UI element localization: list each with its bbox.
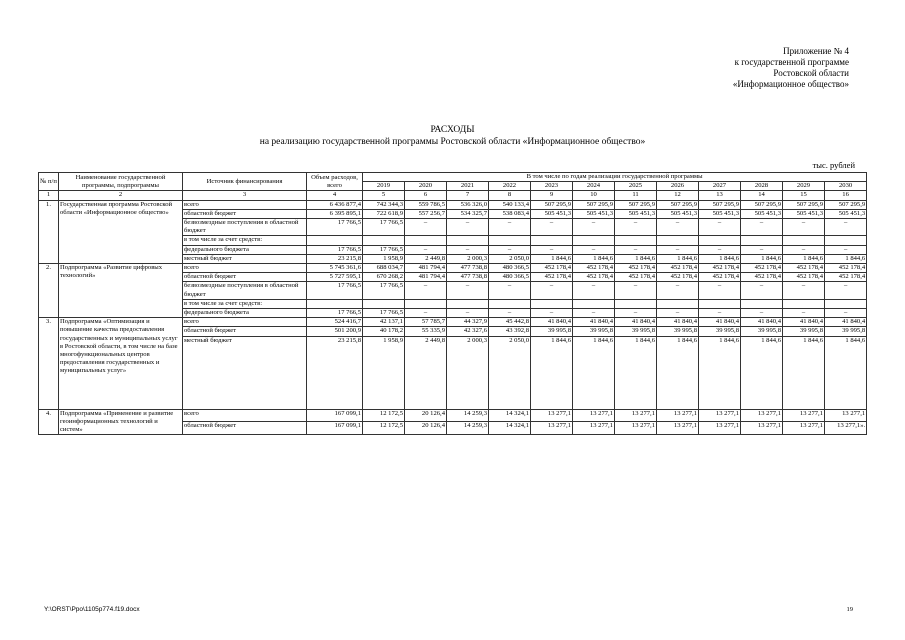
year-value: 481 794,4 xyxy=(405,264,447,273)
year-value: 41 840,4 xyxy=(825,318,867,327)
year-value: 41 840,4 xyxy=(615,318,657,327)
year-value: 452 178,4 xyxy=(783,264,825,273)
funding-source: областной бюджет xyxy=(183,327,307,336)
funding-source: безвозмездные поступления в областной бюджет xyxy=(183,219,307,236)
year-value: 39 995,8 xyxy=(531,327,573,336)
column-number: 15 xyxy=(783,191,825,200)
header-year: 2026 xyxy=(657,182,699,191)
year-value: 14 324,1 xyxy=(489,409,531,422)
total-volume: 17 766,5 xyxy=(307,219,363,236)
year-value: – xyxy=(531,309,573,318)
year-value: 452 178,4 xyxy=(531,273,573,282)
year-value: 39 995,8 xyxy=(825,327,867,336)
year-value: 452 178,4 xyxy=(531,264,573,273)
year-value: 1 844,6 xyxy=(573,254,615,263)
year-value: 1 844,6 xyxy=(531,254,573,263)
year-value: – xyxy=(447,245,489,254)
year-value: 45 442,8 xyxy=(489,318,531,327)
header-year: 2028 xyxy=(741,182,783,191)
header-year: 2023 xyxy=(531,182,573,191)
total-volume: 524 416,7 xyxy=(307,318,363,327)
table-row xyxy=(39,409,867,422)
header-years-caption: В том числе по годам реализации государственной программы xyxy=(363,173,867,182)
year-value: 12 172,5 xyxy=(363,409,405,422)
year-value: 1 958,9 xyxy=(363,254,405,263)
total-volume xyxy=(307,236,363,245)
year-value xyxy=(657,236,699,245)
total-volume: 23 215,8 xyxy=(307,336,363,409)
year-value: 20 126,4 xyxy=(405,422,447,435)
year-value: 13 277,1 xyxy=(657,409,699,422)
year-value: 536 326,0 xyxy=(447,200,489,209)
appendix-line-4: «Информационное общество» xyxy=(732,79,849,89)
year-value: 452 178,4 xyxy=(699,273,741,282)
year-value xyxy=(741,299,783,308)
year-value: 452 178,4 xyxy=(783,273,825,282)
header-column-numbers xyxy=(39,191,867,200)
year-value: 2 449,8 xyxy=(405,336,447,409)
header-year: 2020 xyxy=(405,182,447,191)
total-volume: 6 395 895,1 xyxy=(307,209,363,218)
year-value: 559 786,5 xyxy=(405,200,447,209)
year-value xyxy=(657,299,699,308)
year-value: 13 277,1 xyxy=(573,409,615,422)
year-value: – xyxy=(699,282,741,299)
year-value: 2 000,3 xyxy=(447,336,489,409)
year-value: 505 451,3 xyxy=(573,209,615,218)
year-value: 1 844,6 xyxy=(825,336,867,409)
year-value xyxy=(783,299,825,308)
column-number: 8 xyxy=(489,191,531,200)
program-name: Подпрограмма «Применение и развитие геоинформационных технологий и систем» xyxy=(59,409,183,435)
funding-source: всего xyxy=(183,409,307,422)
year-value: 507 295,9 xyxy=(699,200,741,209)
year-value: – xyxy=(405,309,447,318)
column-number: 5 xyxy=(363,191,405,200)
year-value: 477 738,8 xyxy=(447,264,489,273)
header-year: 2022 xyxy=(489,182,531,191)
title-main: РАСХОДЫ xyxy=(430,125,475,135)
year-value: 13 277,1 xyxy=(531,422,573,435)
year-value: 507 295,9 xyxy=(615,200,657,209)
year-value: – xyxy=(489,245,531,254)
table-row xyxy=(39,200,867,209)
year-value: 2 000,3 xyxy=(447,254,489,263)
year-value: 14 259,3 xyxy=(447,409,489,422)
total-volume: 17 766,5 xyxy=(307,282,363,299)
row-number: 3. xyxy=(39,318,59,409)
year-value: – xyxy=(657,245,699,254)
year-value xyxy=(783,236,825,245)
total-volume: 167 099,1 xyxy=(307,422,363,435)
funding-source: в том числе за счет средств: xyxy=(183,236,307,245)
table-body xyxy=(39,200,867,435)
year-value: – xyxy=(573,245,615,254)
year-value xyxy=(363,299,405,308)
total-volume: 6 436 877,4 xyxy=(307,200,363,209)
appendix-line-2: к государственной программе xyxy=(734,57,849,67)
program-name: Подпрограмма «Развитие цифровых технологий» xyxy=(59,264,183,318)
year-value: 452 178,4 xyxy=(615,264,657,273)
year-value: 13 277,1 xyxy=(825,409,867,422)
year-value: 452 178,4 xyxy=(573,273,615,282)
year-value: – xyxy=(657,219,699,236)
year-value: – xyxy=(615,282,657,299)
year-value: – xyxy=(531,245,573,254)
row-number: 4. xyxy=(39,409,59,435)
funding-source: областной бюджет xyxy=(183,422,307,435)
footer-page-number: 19 xyxy=(846,606,853,613)
year-value: 505 451,3 xyxy=(783,209,825,218)
year-value: 42 137,1 xyxy=(363,318,405,327)
column-number: 9 xyxy=(531,191,573,200)
year-value: 452 178,4 xyxy=(657,273,699,282)
year-value: – xyxy=(447,219,489,236)
header-year: 2029 xyxy=(783,182,825,191)
column-number: 10 xyxy=(573,191,615,200)
year-value: 12 172,5 xyxy=(363,422,405,435)
year-value: – xyxy=(699,219,741,236)
year-value: 44 327,9 xyxy=(447,318,489,327)
expenses-table xyxy=(38,172,867,435)
column-number: 2 xyxy=(59,191,183,200)
year-value: 13 277,1». xyxy=(825,422,867,435)
total-volume: 5 745 361,6 xyxy=(307,264,363,273)
year-value: – xyxy=(657,282,699,299)
year-value: 2 449,8 xyxy=(405,254,447,263)
total-volume: 167 099,1 xyxy=(307,409,363,422)
year-value xyxy=(405,299,447,308)
year-value: – xyxy=(447,309,489,318)
funding-source: местный бюджет xyxy=(183,254,307,263)
header-year: 2021 xyxy=(447,182,489,191)
year-value: 13 277,1 xyxy=(783,409,825,422)
column-number: 11 xyxy=(615,191,657,200)
table-header xyxy=(39,173,867,201)
year-value: – xyxy=(825,282,867,299)
year-value: 481 794,4 xyxy=(405,273,447,282)
row-number: 2. xyxy=(39,264,59,318)
year-value: – xyxy=(615,219,657,236)
year-value: 2 050,0 xyxy=(489,254,531,263)
year-value: – xyxy=(531,282,573,299)
year-value: 1 958,9 xyxy=(363,336,405,409)
year-value: 742 344,3 xyxy=(363,200,405,209)
year-value: – xyxy=(615,309,657,318)
year-value: 41 840,4 xyxy=(573,318,615,327)
total-volume: 17 766,5 xyxy=(307,245,363,254)
year-value: – xyxy=(405,245,447,254)
funding-source: областной бюджет xyxy=(183,273,307,282)
year-value: 13 277,1 xyxy=(741,422,783,435)
year-value xyxy=(489,236,531,245)
year-value: 452 178,4 xyxy=(741,264,783,273)
year-value: – xyxy=(699,245,741,254)
year-value xyxy=(363,236,405,245)
year-value: 540 133,4 xyxy=(489,200,531,209)
year-value: 20 126,4 xyxy=(405,409,447,422)
column-number: 12 xyxy=(657,191,699,200)
year-value: 39 995,8 xyxy=(573,327,615,336)
year-value: 534 325,7 xyxy=(447,209,489,218)
year-value: 42 327,6 xyxy=(447,327,489,336)
year-value: – xyxy=(741,309,783,318)
year-value: 1 844,6 xyxy=(699,254,741,263)
year-value xyxy=(531,236,573,245)
year-value: – xyxy=(489,219,531,236)
year-value: – xyxy=(741,219,783,236)
year-value: – xyxy=(783,245,825,254)
year-value: 452 178,4 xyxy=(741,273,783,282)
column-number: 1 xyxy=(39,191,59,200)
funding-source: в том числе за счет средств: xyxy=(183,299,307,308)
year-value: 507 295,9 xyxy=(531,200,573,209)
year-value: 39 995,8 xyxy=(657,327,699,336)
year-value: 452 178,4 xyxy=(573,264,615,273)
year-value: – xyxy=(657,309,699,318)
year-value: 17 766,5 xyxy=(363,245,405,254)
year-value: 1 844,6 xyxy=(657,336,699,409)
year-value: – xyxy=(489,282,531,299)
row-number: 1. xyxy=(39,200,59,263)
column-number: 13 xyxy=(699,191,741,200)
year-value: – xyxy=(825,309,867,318)
year-value: 1 844,6 xyxy=(741,254,783,263)
year-value xyxy=(531,299,573,308)
year-value: – xyxy=(573,219,615,236)
year-value: 688 034,7 xyxy=(363,264,405,273)
header-volume: Объем расходов, всего xyxy=(307,173,363,191)
year-value: 1 844,6 xyxy=(783,336,825,409)
year-value: – xyxy=(531,219,573,236)
funding-source: федерального бюджета xyxy=(183,309,307,318)
year-value xyxy=(699,299,741,308)
column-number: 7 xyxy=(447,191,489,200)
table-row xyxy=(39,318,867,327)
year-value xyxy=(699,236,741,245)
header-year: 2024 xyxy=(573,182,615,191)
year-value: 1 844,6 xyxy=(783,254,825,263)
year-value: – xyxy=(783,219,825,236)
year-value: 505 451,3 xyxy=(699,209,741,218)
appendix-line-3: Ростовской области xyxy=(773,68,849,78)
year-value: 557 256,7 xyxy=(405,209,447,218)
column-number: 14 xyxy=(741,191,783,200)
year-value: 1 844,6 xyxy=(615,336,657,409)
year-value: 1 844,6 xyxy=(573,336,615,409)
column-number: 16 xyxy=(825,191,867,200)
total-volume: 5 727 595,1 xyxy=(307,273,363,282)
year-value: 17 766,5 xyxy=(363,282,405,299)
appendix-line-1: Приложение № 4 xyxy=(783,46,849,56)
year-value xyxy=(447,299,489,308)
year-value: 505 451,3 xyxy=(615,209,657,218)
year-value: 13 277,1 xyxy=(573,422,615,435)
year-value xyxy=(573,236,615,245)
year-value: 13 277,1 xyxy=(783,422,825,435)
year-value: 1 844,6 xyxy=(741,336,783,409)
year-value: 1 844,6 xyxy=(531,336,573,409)
year-value: – xyxy=(783,309,825,318)
year-value: 452 178,4 xyxy=(825,264,867,273)
year-value: 57 785,7 xyxy=(405,318,447,327)
year-value: 505 451,3 xyxy=(657,209,699,218)
year-value xyxy=(573,299,615,308)
year-value: 43 392,8 xyxy=(489,327,531,336)
year-value: 507 295,9 xyxy=(741,200,783,209)
year-value: 13 277,1 xyxy=(531,409,573,422)
year-value: – xyxy=(447,282,489,299)
year-value: 14 324,1 xyxy=(489,422,531,435)
units-label: тыс. рублей xyxy=(812,160,855,170)
year-value: – xyxy=(825,219,867,236)
year-value: 452 178,4 xyxy=(657,264,699,273)
year-value: – xyxy=(405,282,447,299)
year-value: – xyxy=(573,309,615,318)
year-value: 670 268,2 xyxy=(363,273,405,282)
header-source: Источник финансирования xyxy=(183,173,307,191)
year-value: 507 295,9 xyxy=(783,200,825,209)
year-value: 538 083,4 xyxy=(489,209,531,218)
year-value: – xyxy=(615,245,657,254)
year-value: 2 050,0 xyxy=(489,336,531,409)
year-value: 13 277,1 xyxy=(657,422,699,435)
year-value: 13 277,1 xyxy=(741,409,783,422)
year-value: – xyxy=(699,309,741,318)
funding-source: всего xyxy=(183,200,307,209)
year-value: – xyxy=(783,282,825,299)
appendix-header xyxy=(733,46,849,90)
funding-source: безвозмездные поступления в областной бюджет xyxy=(183,282,307,299)
year-value xyxy=(615,236,657,245)
total-volume: 23 215,8 xyxy=(307,254,363,263)
year-value xyxy=(447,236,489,245)
year-value xyxy=(615,299,657,308)
year-value xyxy=(825,299,867,308)
year-value: 39 995,8 xyxy=(783,327,825,336)
year-value: 1 844,6 xyxy=(657,254,699,263)
year-value xyxy=(825,236,867,245)
year-value: 40 178,2 xyxy=(363,327,405,336)
year-value: 1 844,6 xyxy=(825,254,867,263)
footer-file-path: Y:\ORST\Ppo\1105p774.f19.docx xyxy=(44,606,140,613)
year-value: 13 277,1 xyxy=(615,422,657,435)
year-value: – xyxy=(573,282,615,299)
header-year: 2027 xyxy=(699,182,741,191)
header-year: 2025 xyxy=(615,182,657,191)
year-value: 452 178,4 xyxy=(615,273,657,282)
header-year: 2030 xyxy=(825,182,867,191)
year-value: 507 295,9 xyxy=(657,200,699,209)
year-value: 41 840,4 xyxy=(741,318,783,327)
year-value: 55 335,9 xyxy=(405,327,447,336)
year-value: – xyxy=(825,245,867,254)
year-value: 477 738,8 xyxy=(447,273,489,282)
year-value: 722 618,9 xyxy=(363,209,405,218)
year-value: – xyxy=(489,309,531,318)
document-title xyxy=(0,124,905,148)
year-value: 505 451,3 xyxy=(825,209,867,218)
table-row xyxy=(39,264,867,273)
year-value: 41 840,4 xyxy=(531,318,573,327)
year-value: 14 259,3 xyxy=(447,422,489,435)
year-value: 1 844,6 xyxy=(615,254,657,263)
total-volume xyxy=(307,299,363,308)
year-value: 507 295,9 xyxy=(825,200,867,209)
year-value: 505 451,3 xyxy=(741,209,783,218)
funding-source: местный бюджет xyxy=(183,336,307,409)
year-value: 480 366,5 xyxy=(489,264,531,273)
column-number: 4 xyxy=(307,191,363,200)
year-value: 507 295,9 xyxy=(573,200,615,209)
header-name: Наименование государственной программы, подпрограммы xyxy=(59,173,183,191)
year-value: 505 451,3 xyxy=(531,209,573,218)
header-year: 2019 xyxy=(363,182,405,191)
year-value: 39 995,8 xyxy=(615,327,657,336)
total-volume: 501 200,9 xyxy=(307,327,363,336)
year-value: 39 995,8 xyxy=(699,327,741,336)
year-value xyxy=(741,236,783,245)
funding-source: областной бюджет xyxy=(183,209,307,218)
year-value: 17 766,5 xyxy=(363,309,405,318)
year-value: – xyxy=(741,282,783,299)
year-value: 452 178,4 xyxy=(825,273,867,282)
funding-source: федерального бюджета xyxy=(183,245,307,254)
year-value xyxy=(405,236,447,245)
year-value: 13 277,1 xyxy=(699,422,741,435)
year-value: 41 840,4 xyxy=(783,318,825,327)
year-value: 13 277,1 xyxy=(615,409,657,422)
header-num: № п/п xyxy=(39,173,59,191)
year-value: 480 366,5 xyxy=(489,273,531,282)
year-value: 41 840,4 xyxy=(657,318,699,327)
program-name: Государственная программа Ростовской области «Информационное общество» xyxy=(59,200,183,263)
program-name: Подпрограмма «Оптимизация и повышение качества предоставления государственных и муниципальных услуг в Ростовской области, в том числе на базе многофункциональных центров предоставления государственных и муниципальных услуг» xyxy=(59,318,183,409)
year-value: 13 277,1 xyxy=(699,409,741,422)
year-value xyxy=(489,299,531,308)
year-value: 452 178,4 xyxy=(699,264,741,273)
column-number: 6 xyxy=(405,191,447,200)
year-value: 1 844,6 xyxy=(699,336,741,409)
column-number: 3 xyxy=(183,191,307,200)
year-value: – xyxy=(741,245,783,254)
year-value: – xyxy=(405,219,447,236)
year-value: 39 995,8 xyxy=(741,327,783,336)
funding-source: всего xyxy=(183,264,307,273)
year-value: 41 840,4 xyxy=(699,318,741,327)
funding-source: всего xyxy=(183,318,307,327)
year-value: 17 766,5 xyxy=(363,219,405,236)
total-volume: 17 766,5 xyxy=(307,309,363,318)
title-sub: на реализацию государственной программы Ростовской области «Информационное общество» xyxy=(259,137,646,147)
